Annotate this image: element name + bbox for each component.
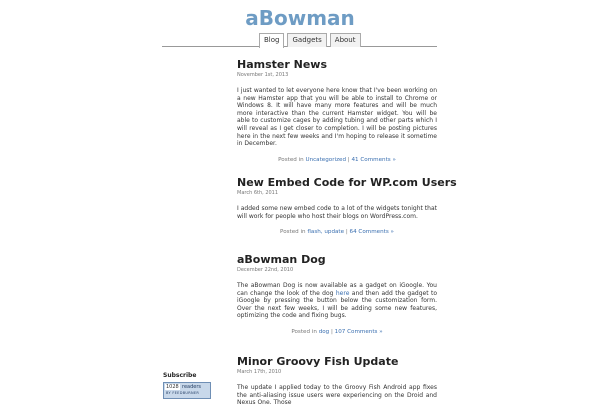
comments-link[interactable]: 64 Comments » bbox=[349, 229, 394, 236]
reader-count: 1028 bbox=[166, 384, 179, 390]
posted-in-label: Posted in bbox=[291, 328, 317, 335]
post-body: The update I applied today to the Groovy Fish Android app fixes the anti-aliasing issue users were experiencing on the Droid and Nexus One. Those bbox=[237, 384, 437, 407]
meta-separator: | bbox=[331, 328, 333, 335]
post-title[interactable]: Minor Groovy Fish Update bbox=[237, 355, 399, 368]
post-hamster-news bbox=[237, 58, 437, 163]
tab-about[interactable]: About bbox=[330, 33, 361, 47]
tab-gadgets[interactable]: Gadgets bbox=[287, 33, 326, 47]
category-link[interactable]: dog bbox=[318, 328, 330, 335]
post-title[interactable]: New Embed Code for WP.com Users bbox=[237, 176, 457, 189]
post-meta bbox=[237, 229, 437, 235]
customize-dog-link[interactable]: here bbox=[335, 289, 350, 297]
comments-link[interactable]: 41 Comments » bbox=[351, 156, 396, 163]
nav-tabs bbox=[259, 33, 361, 48]
post-meta bbox=[237, 329, 437, 335]
post-date: December 22nd, 2010 bbox=[237, 267, 294, 273]
subscribe-title: Subscribe bbox=[163, 372, 197, 379]
meta-separator: | bbox=[347, 156, 350, 163]
site-title[interactable]: aBowman bbox=[245, 6, 355, 30]
post-minor-groovy-fish-update bbox=[237, 355, 437, 407]
post-date: March 17th, 2010 bbox=[237, 369, 282, 375]
post-date: March 6th, 2011 bbox=[237, 190, 279, 196]
post-body-text: The aBowman Dog is now available as a gadget on iGoogle. You can change the look of the dog bbox=[237, 282, 437, 297]
post-title[interactable]: Hamster News bbox=[237, 58, 327, 71]
meta-separator: | bbox=[345, 229, 348, 236]
posted-in-label: Posted in bbox=[278, 156, 304, 163]
post-body: I added some new embed code to a lot of the widgets tonight that will work for people who host their blogs on WordPress.com. bbox=[237, 205, 437, 220]
comments-link[interactable]: 107 Comments » bbox=[334, 328, 383, 335]
feedburner-credit: BY FEEDBURNER bbox=[166, 391, 200, 395]
posted-in-label: Posted in bbox=[280, 229, 306, 236]
main-nav bbox=[162, 33, 437, 47]
post-abowman-dog bbox=[237, 253, 437, 335]
feedburner-badge[interactable] bbox=[163, 382, 211, 399]
category-link[interactable]: flash, update bbox=[307, 229, 345, 236]
readers-label: readers bbox=[182, 384, 201, 390]
category-link[interactable]: Uncategorized bbox=[305, 156, 347, 163]
subscribe-widget bbox=[163, 372, 223, 399]
post-date: November 1st, 2013 bbox=[237, 72, 289, 78]
post-new-embed-code bbox=[237, 176, 457, 236]
post-body bbox=[237, 282, 437, 320]
tab-blog[interactable]: Blog bbox=[259, 33, 284, 48]
post-body-text: and then add the gadget to iGoogle by pressing the button below the customization form. Over the next few weeks, I will be adding some new features, optimizing the code and fixing bugs. bbox=[237, 289, 437, 320]
post-meta bbox=[237, 157, 437, 163]
post-title[interactable]: aBowman Dog bbox=[237, 253, 326, 266]
post-body: I just wanted to let everyone here know that I've been working on a new Hamster app that you will be able to install to Chrome or Windows 8. It will have many more features and will be much more interactive than the current Hamster widget. You will be able to customize cages by adding tubing and other parts which I will reveal as I get closer to completion. I will be posting pictures here in the next few weeks and I'm hoping to release it sometime in December. bbox=[237, 87, 437, 148]
